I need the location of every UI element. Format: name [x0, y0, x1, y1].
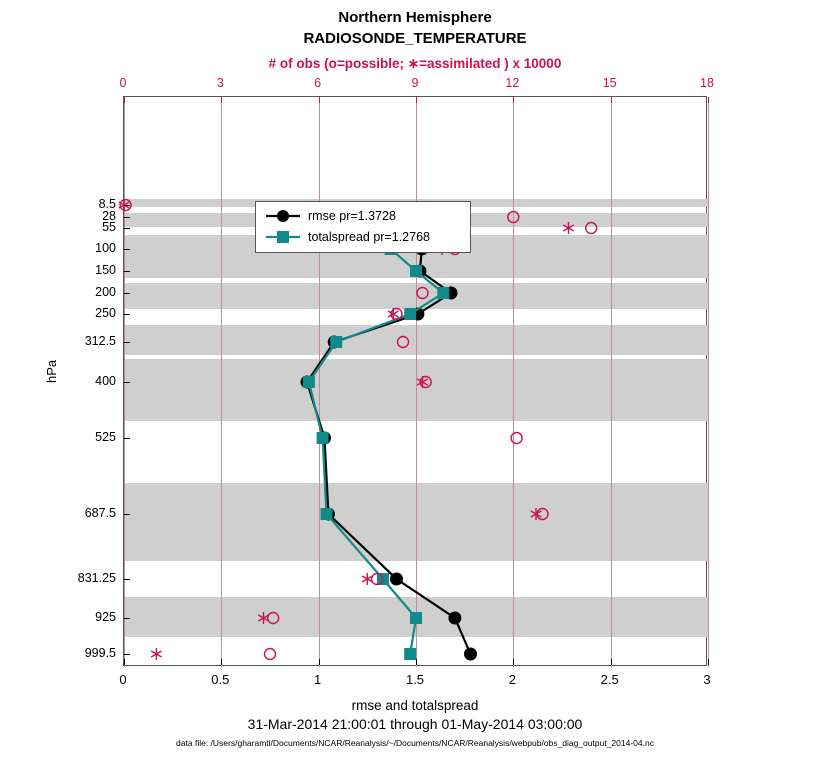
- y-tick-mark: [124, 271, 130, 272]
- data-point-marker: [321, 508, 333, 520]
- x-tick-mark: [611, 659, 612, 665]
- y-tick-mark: [124, 438, 130, 439]
- top-tick-mark: [319, 97, 320, 103]
- data-point-marker: [437, 287, 449, 299]
- y-axis-tick-label: 687.5: [84, 506, 116, 520]
- y-tick-mark: [124, 654, 130, 655]
- y-axis-tick-label: 100: [95, 241, 116, 255]
- x-axis-tick-label: 2.5: [600, 672, 619, 687]
- data-point-marker: [404, 308, 416, 320]
- y-axis-tick-label: 28: [102, 209, 116, 223]
- data-point-marker: [448, 612, 461, 625]
- y-tick-mark: [124, 342, 130, 343]
- data-point-marker: [303, 376, 315, 388]
- y-tick-mark: [124, 249, 130, 250]
- plot-series-svg: [124, 97, 708, 667]
- top-tick-mark: [124, 97, 125, 103]
- top-tick-mark: [416, 97, 417, 103]
- obs-assimilated-marker: [151, 648, 161, 660]
- y-axis-tick-label: 55: [102, 220, 116, 234]
- y-axis-tick-label: 999.5: [84, 646, 116, 660]
- data-point-marker: [464, 648, 477, 661]
- y-tick-mark: [124, 579, 130, 580]
- top-axis-tick-label: 9: [411, 76, 419, 90]
- top-tick-mark: [221, 97, 222, 103]
- y-axis-tick-label: 925: [95, 610, 116, 624]
- top-axis-tick-label: 15: [602, 76, 617, 90]
- data-file-label: data file: /Users/gharamti/Documents/NCAR/Reanalysis/~/Documents/NCAR/Reanalysis/webpub/obs_diag_output_2014-04.nc: [176, 738, 654, 748]
- x-axis-tick-label: 3: [703, 672, 711, 687]
- chart-title-line2: RADIOSONDE_TEMPERATURE: [303, 30, 527, 47]
- y-axis-tick-label: 8.5: [98, 197, 116, 211]
- x-tick-mark: [124, 659, 125, 665]
- obs-possible-marker: [508, 212, 519, 223]
- legend-item-rmse: rmse pr=1.3728: [308, 209, 396, 223]
- obs-possible-marker: [417, 288, 428, 299]
- time-range-label: 31-Mar-2014 21:00:01 through 01-May-2014 03:00:00: [247, 716, 583, 732]
- top-axis-tick-label: 3: [216, 76, 224, 90]
- obs-possible-marker: [511, 433, 522, 444]
- x-axis-tick-label: 1.5: [405, 672, 425, 687]
- y-axis-tick-label: 400: [95, 374, 116, 388]
- y-tick-mark: [124, 228, 130, 229]
- top-axis-tick-label: 18: [700, 76, 714, 90]
- gridline: [708, 97, 709, 667]
- obs-assimilated-marker: [563, 222, 573, 234]
- y-axis-tick-label: 150: [95, 263, 116, 277]
- data-point-marker: [330, 336, 342, 348]
- legend-item-totalspread: totalspread pr=1.2768: [308, 230, 430, 244]
- x-axis-tick-label: 0: [119, 672, 127, 687]
- top-tick-mark: [611, 97, 612, 103]
- x-axis-tick-label: 2: [508, 672, 516, 687]
- y-tick-mark: [124, 217, 130, 218]
- y-tick-mark: [124, 314, 130, 315]
- obs-assimilated-marker: [417, 376, 427, 388]
- x-axis-label: rmse and totalspread: [351, 698, 479, 713]
- y-axis-tick-label: 525: [95, 430, 116, 444]
- x-tick-mark: [513, 659, 514, 665]
- x-tick-mark: [221, 659, 222, 665]
- obs-possible-marker: [268, 613, 279, 624]
- top-axis-tick-label: 12: [505, 76, 520, 90]
- data-point-marker: [410, 265, 422, 277]
- y-tick-mark: [124, 293, 130, 294]
- data-point-marker: [390, 573, 403, 586]
- y-axis-tick-label: 831.25: [77, 571, 116, 585]
- top-axis-tick-label: 0: [119, 76, 127, 90]
- chart-title-line1: Northern Hemisphere: [338, 9, 492, 26]
- obs-possible-marker: [398, 337, 409, 348]
- obs-possible-marker: [265, 649, 276, 660]
- plot-area: [123, 96, 707, 666]
- y-axis-tick-label: 250: [95, 306, 116, 320]
- data-point-marker: [404, 648, 416, 660]
- top-axis-tick-label: 6: [314, 76, 322, 90]
- data-point-marker: [317, 432, 329, 444]
- top-tick-mark: [513, 97, 514, 103]
- data-point-marker: [410, 612, 422, 624]
- y-tick-mark: [124, 618, 130, 619]
- top-axis-title: # of obs (o=possible; ∗=assimilated ) x 10000: [268, 56, 562, 71]
- x-tick-mark: [319, 659, 320, 665]
- obs-possible-marker: [586, 223, 597, 234]
- y-tick-mark: [124, 382, 130, 383]
- x-tick-mark: [416, 659, 417, 665]
- top-tick-mark: [708, 97, 709, 103]
- y-axis-tick-label: 200: [95, 285, 116, 299]
- x-tick-mark: [708, 659, 709, 665]
- obs-possible-marker: [537, 509, 548, 520]
- legend-box: [255, 201, 471, 253]
- y-axis-tick-label: 312.5: [84, 334, 116, 348]
- x-axis-tick-label: 0.5: [211, 672, 230, 687]
- y-axis-label: hPa: [44, 359, 59, 383]
- x-axis-tick-label: 1: [314, 672, 322, 687]
- y-tick-mark: [124, 514, 130, 515]
- y-tick-mark: [124, 205, 130, 206]
